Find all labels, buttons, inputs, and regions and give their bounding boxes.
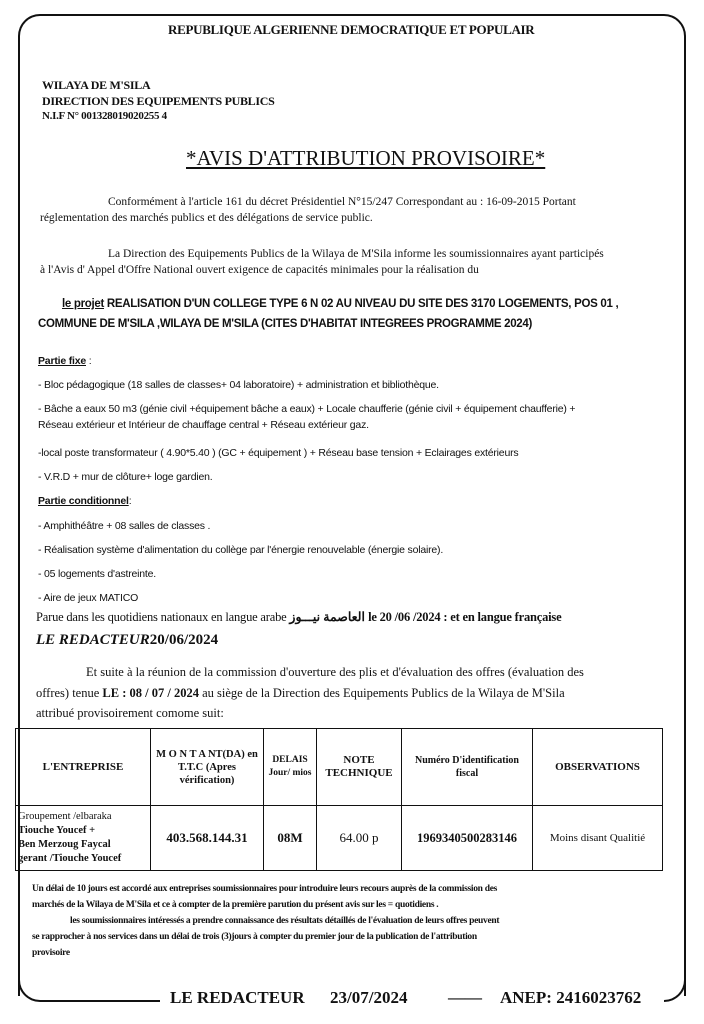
recours-note: marchés de la Wilaya de M'Sila et ce à compter de la première parution du présent avis sur les = quotidiens . [32,900,439,910]
cell-delais: 08M [264,806,317,871]
direction: DIRECTION DES EQUIPEMENTS PUBLICS [42,94,275,108]
colon: : [128,495,132,507]
cell-nif: 1969340500283146 [402,806,533,871]
suite-text: attribué provisoirement comome suit: [36,706,224,720]
footer-dash: —— [444,988,486,1008]
parue-line [36,609,561,625]
list-item: - Bâche a eaux 50 m3 (génie civil +équipement bâche a eaux) + Locale chaufferie (génie civil + équipement chaufferie) + [38,403,576,415]
partie-fixe-heading [38,355,91,367]
suite-text: Et suite à la réunion de la commission d'ouverture des plis et d'évaluation des offres (évaluation des [86,665,584,679]
colon: : [86,355,92,367]
meeting-date: LE : 08 / 07 / 2024 [102,686,199,700]
suite-text: offres) tenue [36,686,103,700]
cell-note: 64.00 p [317,806,402,871]
cell-entreprise [16,806,151,871]
page-title: *AVIS D'ATTRIBUTION PROVISOIRE* [186,146,546,170]
list-item: - 05 logements d'astreinte. [38,568,157,580]
footer-anep: ANEP: 2416023762 [496,988,645,1008]
suite-line [36,686,565,701]
redacteur-date: 20/06/2024 [149,632,219,648]
footer-date: 23/07/2024 [326,988,411,1008]
document-border-bottom-left [18,960,160,1002]
entreprise-line: gerant /Tiouche Youcef [18,853,122,864]
results-note: les soumissionnaires intéressés a prendre connaissance des résultats détaillés de l'évaluation de leurs offres peuvent [70,916,500,926]
table-header-row [16,729,663,806]
entreprise-line: Groupement /elbaraka [18,811,112,822]
suite-text: au siège de la Direction des Equipements Publics de la Wilaya de M'Sila [198,686,565,700]
col-note: NOTE TECHNIQUE [317,729,402,806]
redacteur-label: LE REDACTEUR [36,632,150,648]
col-montant: M O N T A NT(DA) en T.T.C (Apres vérification) [151,729,264,806]
partie-fixe-label: Partie fixe [38,355,86,367]
newspaper-arabic: العاصمة نيـــوز [289,610,365,624]
results-note: provisoire [32,948,70,958]
entreprise-line: Tiouche Youcef + [18,825,96,836]
cell-observations: Moins disant Qualitié [533,806,663,871]
partie-conditionnel-heading [38,495,131,507]
project-title-cont: COMMUNE DE M'SILA ,WILAYA DE M'SILA (CITES D'HABITAT INTEGREES PROGRAMME 2024) [38,318,533,330]
wilaya: WILAYA DE M'SILA [42,78,151,92]
project-title: REALISATION D'UN COLLEGE TYPE 6 N 02 AU NIVEAU DU SITE DES 3170 LOGEMENTS, POS 01 , [104,298,619,310]
col-entreprise: L'ENTREPRISE [16,729,151,806]
intro-text: réglementation des marchés publics et des délégations de service public. [40,212,373,224]
partie-conditionnel-label: Partie conditionnel [38,495,129,507]
intro-text: à l'Avis d' Appel d'Offre National ouvert exigence de capacités minimales pour la réalisation du [40,264,479,276]
list-item: Réseau extérieur et Intérieur de chauffage central + Réseau extérieur gaz. [38,419,369,431]
entreprise-line: Ben Merzoug Faycal [18,839,111,850]
list-item: -local poste transformateur ( 4.90*5.40 ) (GC + équipement ) + Réseau base tension + Eclairages extérieurs [38,447,519,459]
cell-montant: 403.568.144.31 [151,806,264,871]
redacteur-line [36,632,218,649]
parue-date: le 20 /06 /2024 : et en langue française [364,610,562,624]
col-observations: OBSERVATIONS [533,729,663,806]
results-note: se rapprocher à nos services dans un délai de trois (3)jours à compter du premier jour de la publication de l'attribution [32,932,477,942]
col-nif: Numéro D'identification fiscal [402,729,533,806]
recours-note: Un délai de 10 jours est accordé aux entreprises soumissionnaires pour introduire leurs recours auprès de la commission des [32,884,498,894]
list-item: - Amphithéâtre + 08 salles de classes . [38,520,211,532]
list-item: - V.R.D + mur de clôture+ loge gardien. [38,471,213,483]
list-item: - Aire de jeux MATICO [38,592,139,604]
attribution-table [15,728,663,871]
list-item: - Bloc pédagogique (18 salles de classes+ 04 laboratoire) + administration et bibliothèque. [38,379,439,391]
col-delais: DELAIS Jour/ mios [264,729,317,806]
table-row [16,806,663,871]
intro-text: La Direction des Equipements Publics de la Wilaya de M'Sila informe les soumissionnaires ayant participés [108,248,604,260]
list-item: - Réalisation système d'alimentation du collège par l'énergie renouvelable (énergie solaire). [38,544,444,556]
country-header: REPUBLIQUE ALGERIENNE DEMOCRATIQUE ET POPULAIR [168,22,535,37]
project-label: le projet [62,298,105,310]
parue-text: Parue dans les quotidiens nationaux en langue arabe [36,610,290,624]
footer-redacteur: LE REDACTEUR [164,988,311,1008]
intro-text: Conformément à l'article 161 du décret Présidentiel N°15/247 Correspondant au : 16-09-2015 Portant [108,196,576,208]
project-line [62,298,618,310]
nif: N.I.F N° 001328019020255 4 [42,110,167,122]
